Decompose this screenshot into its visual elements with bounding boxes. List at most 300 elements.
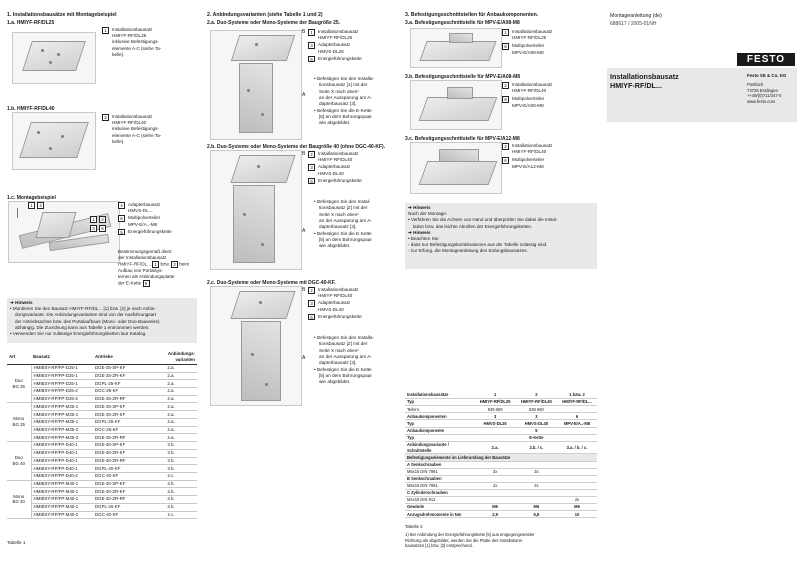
hole — [257, 165, 260, 168]
value-cell — [474, 461, 515, 468]
hole — [259, 301, 262, 304]
variante-cell: 2.a. — [145, 388, 197, 396]
antriebe-cell: DGPL-25-KF — [93, 380, 145, 388]
hole — [61, 135, 64, 138]
label-text: Installationsbausatz HMIYF-RF/DL25 inklusive Befestigungs- elemente A-C (siehe Ta- belle). — [112, 27, 162, 57]
label — [308, 178, 362, 185]
table-row — [7, 388, 197, 396]
callout-number: 5 — [118, 229, 125, 236]
table-2 — [405, 392, 597, 518]
label-chain — [118, 229, 172, 236]
label-multipol — [118, 215, 172, 227]
note-intro: • Beachten Sie: — [408, 235, 440, 241]
sec-1c-body — [118, 249, 198, 287]
carriage-shape — [36, 212, 77, 238]
figure-1b — [12, 112, 96, 170]
row-label-cell: Anbaukomponenten — [405, 413, 474, 420]
label-text: Energieführungskette — [318, 177, 362, 183]
variante-cell: 2.a. — [145, 403, 197, 411]
table-2-footnote: 1) Bei Anbindung der Energieführungskette [5] aus entgegengesetzter Richtung als abgebildet, werden Sie die Platte des Installations- bausatzes [1] bzw. [2] entsprechend. — [405, 532, 535, 549]
value-cell: 2x — [557, 497, 597, 504]
callout-number: 5 — [308, 178, 315, 185]
figure-2c — [210, 286, 302, 406]
row-label-cell: Anbindungsvariante / Schnittstelle — [405, 441, 474, 454]
label-text: Multipolverteiler MPV-E/A08-M8 — [512, 43, 545, 55]
table-row — [405, 454, 597, 461]
arrow-icon: ➔ — [10, 300, 14, 305]
bausatz-cell: HMIBSY-RP/FP-D25-3 — [31, 395, 93, 403]
label — [308, 56, 362, 63]
table-row — [7, 472, 197, 480]
table-row — [405, 406, 597, 413]
variante-cell: 2.a. — [145, 411, 197, 419]
label — [308, 151, 362, 163]
section-1c-title: 1.c. Montagebeispiel — [7, 195, 56, 201]
variante-cell: 2.a. — [145, 372, 197, 380]
bracket-shape — [241, 321, 281, 401]
labels-3b — [502, 82, 552, 109]
table-row — [7, 372, 197, 380]
bracket-shape — [233, 185, 275, 263]
hole — [255, 43, 258, 46]
bausatz-cell: HMIBSY-RP/FP-M40-2 — [31, 511, 93, 519]
labels-2b — [308, 151, 362, 184]
value-cell — [474, 475, 515, 482]
hole — [49, 147, 52, 150]
antriebe-cell: DGC-40-KF — [93, 511, 145, 519]
value-cell: 5,8 — [516, 511, 557, 518]
note-item: • Verfahren Sie die Achsen von Hand und überprüfen Sie dabei die Instal- lation bzw. das leichte Abrollen der Energieführungsketten. — [408, 217, 558, 229]
antriebe-cell: DGE-40-ZR-RF — [93, 496, 145, 504]
note-title-text: Hinweis — [15, 300, 33, 305]
plate-shape — [419, 161, 498, 185]
body-text: beim Aufbau von Portalsys- temen als Anbindungsplatte der E-Kette — [118, 261, 190, 286]
figure-1c — [8, 201, 120, 263]
antriebe-cell: DGC-25-KF — [93, 426, 145, 434]
figure-3a — [410, 28, 502, 68]
variante-cell: 2.a. — [145, 395, 197, 403]
bullet: • Befestigen Sie den Installa- tionsbausatz [2] mit der Seite X nach oben¹ an der Aussparung am A- dapterbausatz [3]. — [314, 335, 375, 366]
bullets-2a — [314, 76, 400, 127]
group-cell: Mono BG 25 — [7, 403, 31, 442]
bausatz-cell: HMIBSY-RP/FP-M25-1 — [31, 418, 93, 426]
bullet: • Befestigen Sie den Installa- tionsbausatz [1] mit der Seite X nach oben¹ an der Aussparung am A- dapterbausatz [3]. — [314, 76, 375, 107]
bausatz-cell: HMIBSY-RP/FP-D25-1 — [31, 380, 93, 388]
callout-number: 2 — [308, 287, 315, 294]
label — [308, 300, 362, 312]
table-row — [7, 418, 197, 426]
value-cell: 3 — [474, 413, 515, 420]
bausatz-cell: HMIBSY-RP/FP-M25-3 — [31, 434, 93, 442]
table-row — [405, 420, 597, 427]
table-row — [405, 482, 597, 489]
value-cell: 2x — [474, 482, 515, 489]
callout-number: 2 — [102, 114, 109, 121]
bausatz-cell: HMIBSY-RP/FP-D40-1 — [31, 442, 93, 450]
antriebe-cell: DGE-25-ZR-KF — [93, 411, 145, 419]
row-label-cell: Gewinde — [405, 504, 474, 511]
callout-number: 4 — [37, 202, 44, 209]
antriebe-cell: DGE-25-ZR-RF — [93, 395, 145, 403]
fig-1c-tags-low — [90, 225, 106, 232]
section-3c-title: 3.c. Befestigungsschnittstelle für MPV-E/A12-M8 — [405, 136, 520, 142]
body-text: Bestimmungsgemäß dient der Installationsbausatz HMIYF-RF/DL... — [118, 249, 172, 267]
callout-number: 2 — [171, 261, 178, 268]
bausatz-cell: HMIBSY-RP/FP-D40-1 — [31, 465, 93, 473]
variante-cell: 2.b. — [145, 503, 197, 511]
label-adapter — [118, 202, 172, 214]
plate-shape — [231, 35, 295, 61]
variante-cell: 2.a. — [145, 434, 197, 442]
value-cell: 2x — [516, 482, 557, 489]
table-row — [405, 468, 597, 475]
table-row — [405, 434, 597, 441]
label-text: Multipolverteiler MPV-E/A..-M8 — [128, 215, 161, 227]
value-cell: 2.a. — [474, 441, 515, 454]
row-label-cell: M6x16 DIN 7991 — [405, 482, 474, 489]
bausatz-cell: HMIBSY-RP/FP-M25-1 — [31, 403, 93, 411]
bausatz-cell: HMIBSY-RP/FP-D40-1 — [31, 457, 93, 465]
labels-1c — [118, 202, 172, 235]
value-cell — [516, 489, 557, 496]
row-label-cell: C Zylinderschrauben — [405, 489, 474, 496]
column-3 — [405, 12, 597, 27]
value-cell — [557, 468, 597, 475]
multipol-shape — [439, 149, 479, 162]
value-cell: MPV-E/A..-M8 — [557, 420, 597, 427]
callout-number: 6 — [502, 96, 509, 103]
label-text: Adapterbausatz HMVS-DL40 — [318, 300, 351, 312]
callout-number: 3 — [308, 164, 315, 171]
variante-cell: 2.b. — [145, 465, 197, 473]
variante-cell: 2.b. — [145, 480, 197, 488]
value-cell: 1 — [474, 392, 515, 399]
callout-number: 2 — [502, 143, 509, 150]
label-text: Installationsbausatz HMIYF-RF/DL40 — [318, 287, 359, 299]
bausatz-cell: HMIBSY-RP/FP-M40-1 — [31, 503, 93, 511]
section-1-title: 1. Installationsbausätze mit Montagebeispiel — [7, 12, 117, 18]
value-cell: 2,9 — [474, 511, 515, 518]
variante-cell: 2.a. — [145, 364, 197, 372]
figure-1a — [12, 32, 96, 84]
figure-3c — [410, 142, 502, 194]
label — [308, 29, 362, 41]
antriebe-cell: DGE-25-ZR-RF — [93, 434, 145, 442]
table-row — [7, 480, 197, 488]
table-row — [7, 449, 197, 457]
label — [308, 164, 362, 176]
variante-cell: 2.b. — [145, 496, 197, 504]
variante-cell: 2.b. — [145, 488, 197, 496]
variante-cell: 2.c. — [145, 511, 197, 519]
callout-number: 1 — [28, 202, 35, 209]
section-3b-title: 3.b. Befestigungsschnittstelle für MPV-E/A08-M8 — [405, 74, 521, 80]
plate-shape — [230, 291, 295, 319]
section-1a-title: 1.a. HMIYF-RF/DL25 — [7, 20, 55, 27]
value-cell: M6 — [474, 504, 515, 511]
section-3a-title: 3.a. Befestigungsschnittstelle für MPV-E/A08-M8 — [405, 20, 520, 27]
bullets-2c — [314, 335, 400, 386]
value-cell: HMIYF-RF/DL40 — [516, 399, 557, 406]
row-label-cell: M4x18 DIN 912 — [405, 497, 474, 504]
hole — [251, 353, 254, 356]
variante-cell: 2.b. — [145, 457, 197, 465]
table-row — [7, 395, 197, 403]
label — [502, 96, 552, 108]
bracket-shape — [239, 63, 273, 133]
callout-number: 6 — [502, 43, 509, 50]
section-cell: Befestigungselemente im Lieferumfang der Bausätze — [405, 454, 597, 461]
table-row — [7, 426, 197, 434]
table-row — [7, 442, 197, 450]
note-item: • Montieren Sie den Bausatz HMIYF-RF/DL... [1] bzw. [2] je nach Anbin- dungsvariante. Die Anbindungsvarianten sind von der Ausführungsart der Antriebsachse bzw. des Portalaufbaus (Mono- oder Duo-Bauweise) abhängig. Die Zuordnung kann aus Tabelle 1 entnommen werden. — [10, 306, 160, 330]
antriebe-cell: DGE-40-ZR-KF — [93, 488, 145, 496]
section-2a-title: 2.a. Duo-Systeme oder Mono-Systeme der Baugröße 25. — [207, 20, 341, 27]
value-cell: 3.a. / b. / c. — [557, 441, 597, 454]
hole — [57, 53, 60, 56]
antriebe-cell: DGE-40-ZR-KF — [93, 449, 145, 457]
label-text: Energieführungskette — [318, 55, 362, 61]
variante-cell: 2.c. — [145, 472, 197, 480]
value-cell — [474, 489, 515, 496]
note-col1 — [7, 298, 197, 343]
hole — [261, 113, 264, 116]
table-row — [7, 457, 197, 465]
arrow-icon: ➔ — [408, 205, 412, 210]
labels-2a — [308, 29, 362, 62]
table-row — [7, 411, 197, 419]
doc-number: 688617 / 2005-01NH — [610, 21, 657, 27]
table-row — [405, 504, 597, 511]
table-row — [405, 399, 597, 406]
value-cell — [557, 434, 597, 441]
bausatz-cell: HMIBSY-RP/FP-D25-1 — [31, 364, 93, 372]
label — [502, 29, 552, 41]
table-row — [405, 413, 597, 420]
value-cell — [557, 489, 597, 496]
value-cell: E-Kette — [516, 434, 557, 441]
callout-number: 2 — [99, 216, 106, 223]
multipol-shape — [447, 87, 473, 99]
column-1 — [7, 12, 197, 27]
multipol-shape — [449, 33, 473, 43]
th-varianten: Anbindungs- varianten — [145, 350, 197, 364]
bausatz-cell: HMIBSY-RP/FP-M40-1 — [31, 488, 93, 496]
bausatz-cell: HMIBSY-RP/FP-M25-1 — [31, 411, 93, 419]
plate-shape — [419, 97, 498, 121]
tag-A: A — [302, 92, 306, 98]
section-3-title: 3. Befestigungsschnittstellen für Anbaukomponenten. — [405, 12, 539, 18]
labels-2c — [308, 287, 362, 320]
doc-type: Montageanleitung (de) — [610, 13, 662, 19]
table-row — [7, 380, 197, 388]
plate-shape — [419, 41, 496, 61]
label — [502, 82, 552, 94]
value-cell — [557, 482, 597, 489]
antriebe-cell: DGPL-40-KF — [93, 503, 145, 511]
label-text: Installationsbausatz HMIYF-RF/DL25 — [512, 29, 553, 41]
table-1-caption: Tabelle 1 — [7, 540, 26, 545]
antriebe-cell: DGE-25-ZR-KF — [93, 372, 145, 380]
variante-cell: 2.b. — [145, 449, 197, 457]
bullet: • Befestigen Sie die E-Kette [5] an dem Bohrungspaar wie abgebildet. — [314, 107, 372, 126]
value-cell — [474, 497, 515, 504]
table-row — [405, 475, 597, 482]
note-title-text: Hinweis — [413, 229, 431, 235]
label-text: Installationsbausatz HMIYF-RF/DL40 — [512, 143, 553, 155]
callout-number: 6 — [118, 215, 125, 222]
arrow-icon: ➔ — [408, 229, 412, 235]
table-row — [7, 496, 197, 504]
hole — [37, 131, 40, 134]
callout-number: 4 — [118, 202, 125, 209]
bausatz-cell: HMIBSY-RP/FP-D40-1 — [31, 449, 93, 457]
note-item: - zur Erfung, die Montageanleitung des Erdungsbausatzes. — [408, 248, 528, 254]
note-title-text: Hinweis — [413, 205, 431, 210]
note-item: • Verwenden Sie nur zulässige Energieführungsketten laut Katalog. — [10, 330, 147, 336]
bausatz-cell: HMIBSY-RP/FP-M40-1 — [31, 480, 93, 488]
value-cell: 539 659 — [474, 406, 515, 413]
value-cell — [557, 475, 597, 482]
row-label-cell: M5x16 DIN 7991 — [405, 468, 474, 475]
group-cell: Duo BG 25 — [7, 364, 31, 403]
value-cell: 3x — [474, 468, 515, 475]
hole — [261, 243, 264, 246]
value-cell: HMVS-DL25 — [474, 420, 515, 427]
callout-number: 1 — [308, 29, 315, 36]
section-1b-title: 1.b. HMIYF-RF/DL40 — [7, 106, 55, 112]
figure-3b — [410, 80, 502, 130]
antriebe-cell: DGE-40-ZR-RF — [93, 457, 145, 465]
hole — [265, 383, 268, 386]
label-text: Multipolverteiler MPV-E/A12-M8 — [512, 157, 545, 169]
label-1a — [102, 27, 161, 58]
table-row — [405, 497, 597, 504]
table-row — [7, 403, 197, 411]
note-intro: Nach der Montage: — [408, 211, 448, 217]
value-cell — [474, 427, 515, 434]
th-art: Art — [7, 350, 31, 364]
label-1b — [102, 114, 161, 145]
label — [308, 287, 362, 299]
antriebe-cell: DGC-25-KF — [93, 388, 145, 396]
table-1-body — [7, 364, 197, 518]
callout-number: 3 — [308, 42, 315, 49]
column-2 — [207, 12, 397, 27]
value-cell: 539 660 — [516, 406, 557, 413]
value-cell — [557, 427, 597, 434]
label — [502, 43, 552, 55]
value-cell: M6 — [557, 504, 597, 511]
antriebe-cell: DGPL-40-KF — [93, 465, 145, 473]
labels-3c — [502, 143, 552, 170]
bullets-2b — [314, 199, 400, 250]
callout-number: 1 — [152, 261, 159, 268]
antriebe-cell: DGE-25-SP-KF — [93, 403, 145, 411]
value-cell: 10 — [557, 511, 597, 518]
group-cell: Mono BG 40 — [7, 480, 31, 519]
label-text: Installationsbausatz HMIYF-RF/DL40 — [318, 151, 359, 163]
callout-number: 6 — [502, 157, 509, 164]
antriebe-cell: DGC-40-KF — [93, 472, 145, 480]
row-label-cell: Anzugsdrehmomente in Nm — [405, 511, 474, 518]
value-cell — [474, 434, 515, 441]
bausatz-cell: HMIBSY-RP/FP-D25-1 — [31, 372, 93, 380]
hole — [49, 61, 52, 64]
fig-1c-tags-mid — [90, 216, 106, 223]
row-label-cell: Anbaukomponente — [405, 427, 474, 434]
label-text: Adapterbausatz HMVS-DL... — [128, 202, 161, 214]
row-label-cell: A Senkschrauben — [405, 461, 474, 468]
label-text: Energieführungskette — [128, 228, 172, 234]
antriebe-cell: DGE-40-SP-KF — [93, 480, 145, 488]
note-item: - dass nur Befestigungskombinationen aus der Tabelle zulässig sind. — [408, 242, 548, 248]
bullet: • Befestigen Sie die E-Kette [5] an dem Bohrungspaar wie abgebildet. — [314, 230, 372, 249]
plate-shape — [230, 155, 295, 183]
section-2-title: 2. Anbindungsvarianten (siehe Tabelle 1 und 2) — [207, 12, 323, 18]
row-label-cell: Typ — [405, 420, 474, 427]
row-label-cell: Teilenr. — [405, 406, 474, 413]
label — [308, 42, 362, 54]
label-text: Installationsbausatz HMIYF-RF/DL40 inklusive Befestigungs- elemente A-C (siehe Ta- belle). — [112, 114, 162, 144]
table-1 — [7, 350, 197, 519]
tag-A: A — [302, 355, 306, 361]
axis-line — [17, 208, 18, 218]
bullet: • Befestigen Sie die E-Kette [5] an dem Bohrungspaar wie abgebildet. — [314, 366, 372, 385]
label — [502, 143, 552, 155]
label-text: Adapterbausatz HMVS-DL40 — [318, 164, 351, 176]
tag-A: A — [302, 228, 306, 234]
table-row — [7, 465, 197, 473]
value-cell: HMIYF-RF/DL... — [557, 399, 597, 406]
tag-B: B — [302, 151, 306, 157]
figure-2b — [210, 150, 302, 270]
callout-number: 1 — [502, 29, 509, 36]
table-row — [7, 511, 197, 519]
label-text: Installationsbausatz HMIYF-RF/DL25 — [318, 29, 359, 41]
row-label-cell: Typ — [405, 434, 474, 441]
value-cell: HMIYF-RF/DL25 — [474, 399, 515, 406]
note-col3 — [405, 203, 597, 269]
value-cell: 5 — [516, 427, 557, 434]
value-cell — [516, 475, 557, 482]
callout-number: 3 — [308, 300, 315, 307]
value-cell — [516, 497, 557, 504]
section-2b-title: 2.b. Duo-Systeme oder Mono-Systeme der Baugröße 40 (ohne DGC-40-KF). — [207, 144, 386, 150]
value-cell — [557, 406, 597, 413]
table-row — [405, 461, 597, 468]
table-row — [7, 364, 197, 372]
table-row — [7, 503, 197, 511]
table-row — [7, 488, 197, 496]
value-cell — [557, 461, 597, 468]
label-text: Multipolverteiler MPV-E/A08-M8 — [512, 96, 545, 108]
th-antriebe: Antriebe — [93, 350, 145, 364]
value-cell: 1 bzw. 2 — [557, 392, 597, 399]
table-row — [405, 489, 597, 496]
callout-number: 5 — [143, 280, 150, 287]
callout-number: 5 — [99, 225, 106, 232]
group-cell: Duo BG 40 — [7, 442, 31, 481]
callout-number: 1 — [90, 216, 97, 223]
value-cell: 2 — [516, 392, 557, 399]
hole — [247, 89, 250, 92]
callout-number: 1 — [102, 27, 109, 34]
company-name: Festo SE & Co. KG — [747, 73, 787, 78]
variante-cell: 2.a. — [145, 418, 197, 426]
table-2-body — [405, 392, 597, 518]
figure-2a — [210, 30, 302, 140]
